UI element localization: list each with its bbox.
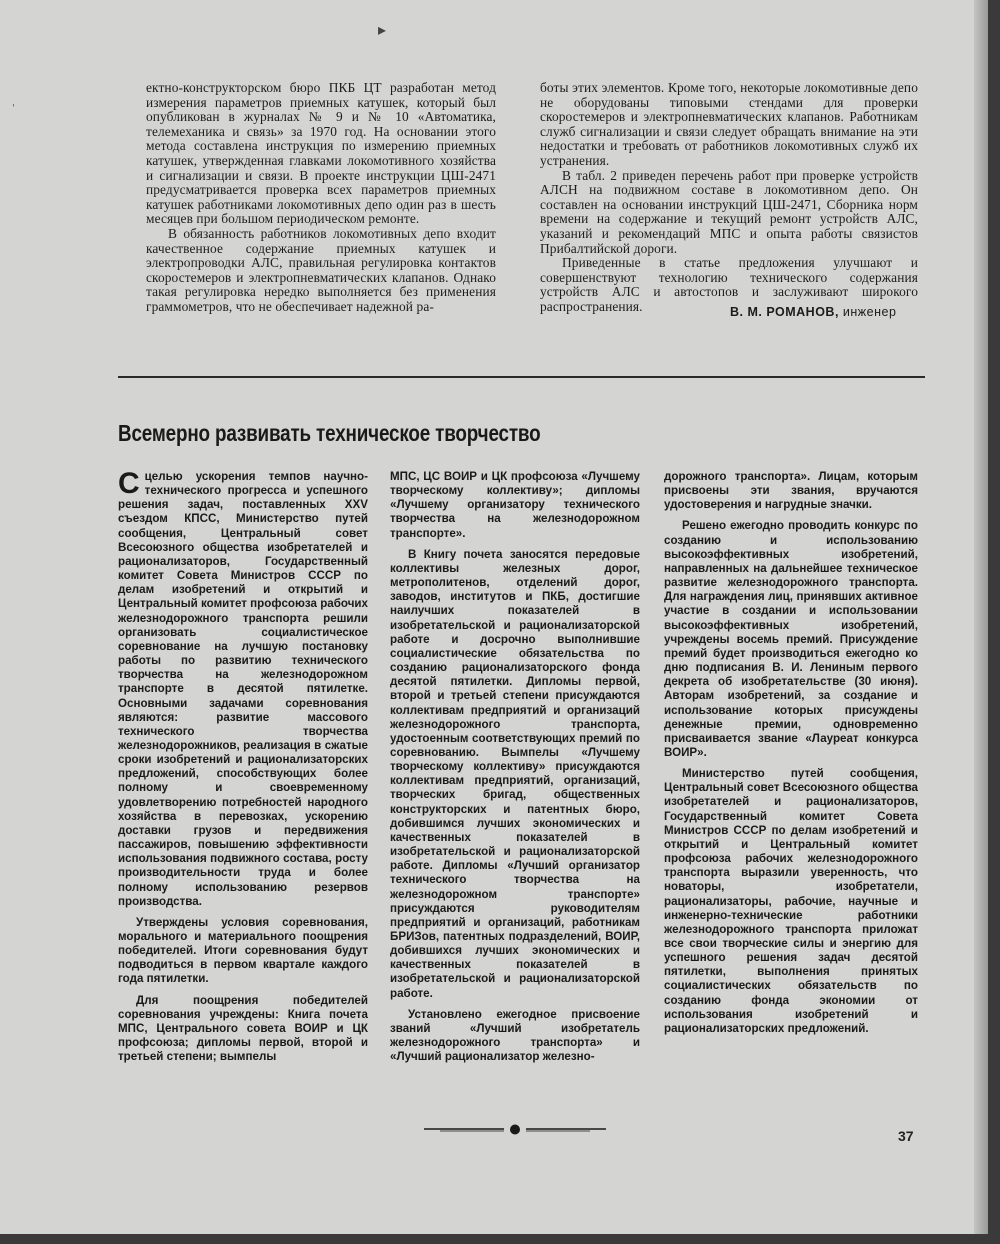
previous-article-paragraph: Приведенные в статье предложения улучшают и совершенствуют технологию технического содержания устройств АЛС и автостопов и заслуживают широкого распространения. <box>540 255 918 314</box>
article-paragraph: Для поощрения победителей соревнования учреждены: Книга почета МПС, Центрального совета ВОИР и ЦК профсоюза; дипломы первой, второй и третьей степени; вымпелы <box>118 993 368 1064</box>
article-paragraph: Утверждены условия соревнования, морального и материального поощрения победителей. Итоги соревнования будут подводиться в первом квартале каждого года пятилетки. <box>118 915 368 986</box>
article-paragraph: В Книгу почета заносятся передовые коллективы железных дорог, метрополитенов, отделений дорог, заводов, институтов и ПКБ, достигшие наилучших показателей в изобретательской и рационализаторской работе и досрочно выполнившие социалистические обязательства по созданию рационализаторского фонда десятой пятилетки. Дипломы первой, второй и третьей степени присуждаются коллективам предприятий и организаций железнодорожного транспорта, удостоенным соответствующих премий по соревнованию. Вымпелы «Лучшему творческому коллективу» присуждаются коллективам предприятий, организаций, творческих бригад, общественных конструкторских и патентных бюро, добившимся лучших экономических и качественных показателей в изобретательской и рационализаторской работе. Дипломы «Лучший организатор технического творчества на железнодорожном транспорте» присуждаются руководителям предприятий и организаций, работникам БРИЗов, патентных подразделений, ВОИР, добившихся лучших экономических и качественных показателей в изобретательской и рационализаторской работе. <box>390 547 640 1000</box>
lead-text: целью ускорения темпов научно-технического прогресса и успешного решения задач, поставленных XXV съездом КПСС, Министерство путей сообщения, Центральный совет Всесоюзного общества изобретателей и рационализаторов, Государственный комитет Совета Министров СССР по делам изобретений и открытий и Центральный комитет профсоюза рабочих железнодорожного транспорта решили организовать социалистическое соревнование на лучшую постановку работы по развитию технического творчества на железнодорожном транспорте в десятой пятилетке. Основными задачами соревнования являются: развитие массового технического творчества железнодорожников, реализация в сжатые сроки изобретений и рационализаторских предложений, способствующих более полному и своевременному удовлетворению потребностей народного хозяйства в перевозках, ускорению доставки грузов и передвижения пассажиров, повышению эффективности использования подвижного состава, росту производительности труда и более полному использованию резервов производства. <box>118 470 368 908</box>
previous-article-left-column <box>146 81 496 315</box>
author-title: инженер <box>842 305 897 319</box>
article-column-2 <box>390 470 640 1064</box>
article-column-3 <box>664 470 918 1036</box>
previous-article-paragraph: боты этих элементов. Кроме того, некоторые локомотивные депо не оборудованы типовыми стендами для проверки скоростемеров и электропневматических клапанов. Работникам служб сигнализации и связи следует обращать внимание на эти недостатки и требовать от работников локомотивных служб их устранения. <box>540 80 918 168</box>
author-signature <box>730 305 896 319</box>
end-ornament-icon <box>420 1120 610 1138</box>
previous-article-right-column <box>540 81 918 315</box>
article-paragraph: МПС, ЦС ВОИР и ЦК профсоюза «Лучшему творческому коллективу»; дипломы «Лучшему организатору технического творчества на железнодорожном транспорте». <box>390 470 640 540</box>
page-number: 37 <box>898 1128 914 1144</box>
previous-article-paragraph: В обязанность работников локомотивных депо входит качественное содержание приемных катушек и электропроводки АЛС, правильная регулировка контактов скоростемеров и электропневматических клапанов. Однако такая регулировка нередко выполняется без применения граммометров, что не обеспечивает надежной ра- <box>146 225 496 314</box>
previous-article-paragraph: ектно-конструкторском бюро ПКБ ЦТ разработан метод измерения параметров приемных катушек, который был опубликован в журналах № 9 и № 10 «Автоматика, телемеханика и связь» за 1970 год. На основании этого метода составлена инструкция по измерению приемных катушек, утвержденная главками локомотивного хозяйства и сигнализации и связи. В проекте инструкции ЦШ-2471 предусматривается проверка всех параметров приемных катушек работниками локомотивных депо один раз в шесть месяцев при большом периодическом ремонте. <box>146 80 496 227</box>
margin-mark-icon: ˌ <box>12 97 15 108</box>
article-paragraph: дорожного транспорта». Лицам, которым присвоены эти звания, вручаются удостоверения и нагрудные значки. <box>664 470 918 512</box>
corner-mark-icon: ▸ <box>378 20 387 39</box>
article-headline: Всемерно развивать техническое творчество <box>118 420 541 446</box>
article-paragraph: Решено ежегодно проводить конкурс по созданию и использованию высокоэффективных изобретений, направленных на дальнейшее техническое развитие железнодорожного транспорта. Для награждения лиц, принявших активное участие в создании и использовании высокоэффективных изобретений, учреждены восемь премий. Присуждение премий будет производиться ежегодно ко дню подписания В. И. Лениным первого декрета об изобретательстве (30 июня). Авторам изобретений, за создание и использование которых присуждены денежные премии, одновременно присваивается звание «Лауреат конкурса ВОИР». <box>664 519 918 759</box>
author-name: В. М. РОМАНОВ, <box>730 305 839 319</box>
drop-cap: С <box>118 467 140 500</box>
article-lead-paragraph <box>118 467 368 909</box>
article-paragraph: Министерство путей сообщения, Центральный совет Всесоюзного общества изобретателей и рационализаторов, Государственный комитет Совета Министров СССР по делам изобретений и открытий и Центральный комитет профсоюза рабочих железнодорожного транспорта выразили уверенность, что новаторы, изобретатели, рационализаторы, рабочие, научные и инженерно-технические работники железнодорожного транспорта приложат все свои творческие силы и энергию для успешного решения задач десятой пятилетки, выполнения принятых социалистических обязательств по созданию фонда экономии от использования изобретений и рационализаторских предложений. <box>664 767 918 1035</box>
previous-article-paragraph: В табл. 2 приведен перечень работ при проверке устройств АЛСН на подвижном составе в локомотивном депо. Он составлен на основании инструкций ЦШ-2471, Сборника норм времени на содержание и текущий ремонт устройств АЛС, указаний и рекомендаций МПС и опыта работы связистов Прибалтийской дороги. <box>540 167 918 256</box>
article-paragraph: Установлено ежегодное присвоение званий «Лучший изобретатель железнодорожного транспорта» и «Лучший рационализатор железно- <box>390 1007 640 1064</box>
section-divider <box>118 376 925 378</box>
article-column-1 <box>118 467 368 1064</box>
